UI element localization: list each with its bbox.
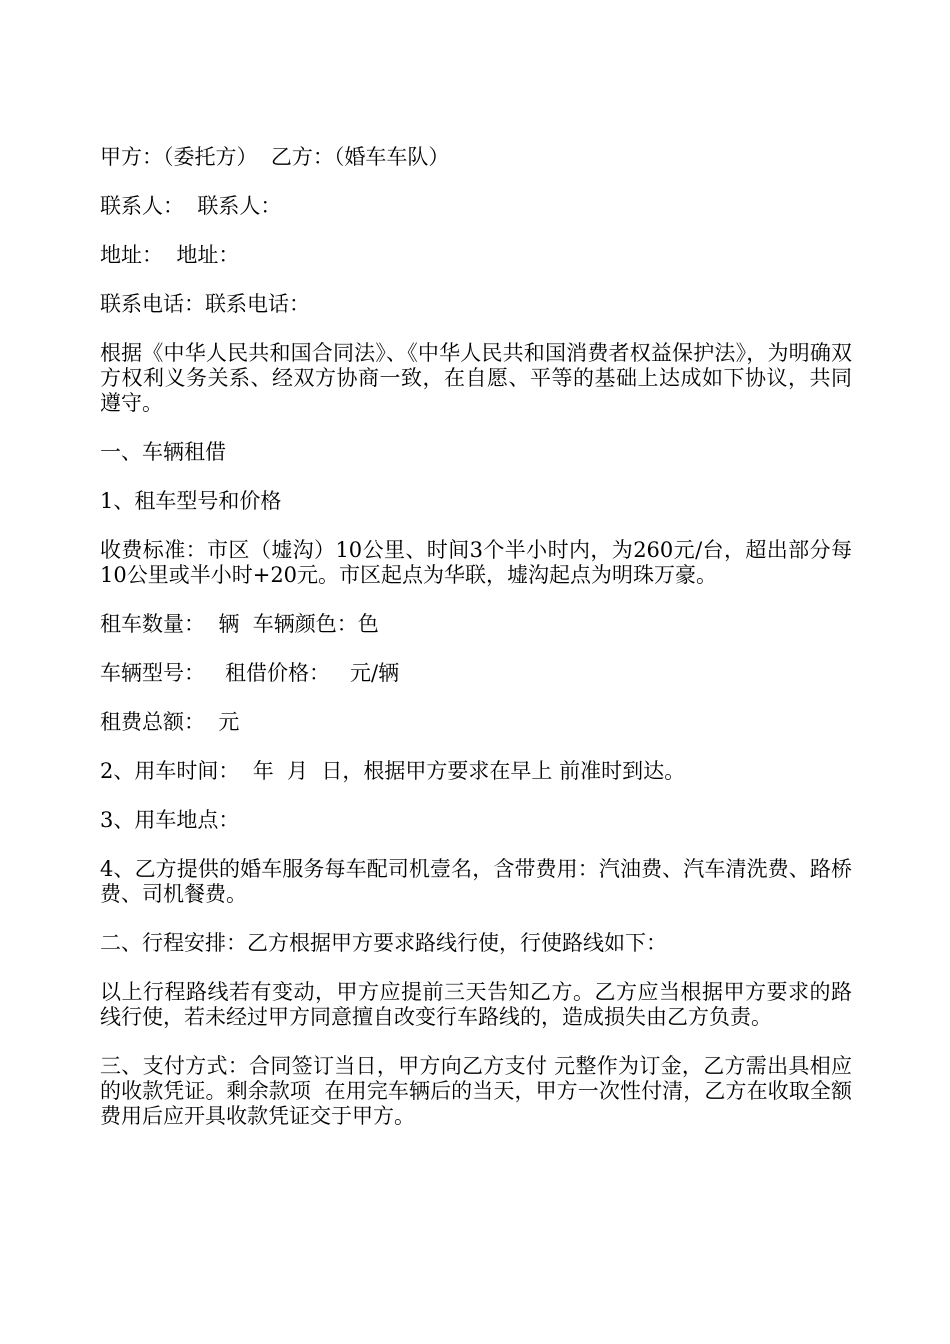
party-header-line: 甲方：（委托方） 乙方：（婚车车队）	[100, 145, 450, 169]
document-body	[100, 145, 852, 1153]
address-line: 地址： 地址：	[100, 243, 240, 267]
section-heading-vehicle-rental: 一、车辆租借	[100, 440, 226, 464]
section-payment-paragraph: 三、支付方式：合同签订当日，甲方向乙方支付 元整作为订金，乙方需出具相应的收款凭证。剩余款项 在用完车辆后的当天，甲方一次性付清，乙方在收取全额费用后应开具收款凭证交于甲方。	[100, 1054, 852, 1128]
fee-standard-paragraph: 收费标准：市区（墟沟）10公里、时间3个半小时内，为260元/台，超出部分每10公里或半小时+20元。市区起点为华联，墟沟起点为明珠万豪。	[100, 538, 852, 587]
preamble-paragraph: 根据《中华人民共和国合同法》、《中华人民共和国消费者权益保护法》，为明确双方权利义务关系、经双方协商一致，在自愿、平等的基础上达成如下协议，共同遵守。	[100, 341, 852, 415]
contact-person-line: 联系人： 联系人：	[100, 194, 282, 218]
clause-model-and-price: 1、租车型号和价格	[100, 489, 282, 513]
phone-line: 联系电话：联系电话：	[100, 292, 310, 316]
rental-total-line: 租费总额： 元	[100, 710, 240, 734]
itinerary-change-paragraph: 以上行程路线若有变动，甲方应提前三天告知乙方。乙方应当根据甲方要求的路线行使，若未经过甲方同意擅自改变行车路线的，造成损失由乙方负责。	[100, 980, 852, 1029]
clause-usage-location: 3、用车地点：	[100, 808, 240, 832]
clause-driver-service: 4、乙方提供的婚车服务每车配司机壹名，含带费用：汽油费、汽车清洗费、路桥费、司机餐费。	[100, 857, 852, 906]
vehicle-model-line: 车辆型号： 租借价格： 元/辆	[100, 661, 400, 685]
clause-usage-time: 2、用车时间： 年 月 日，根据甲方要求在早上 前准时到达。	[100, 759, 686, 783]
section-heading-itinerary: 二、行程安排：乙方根据甲方要求路线行使，行使路线如下：	[100, 931, 667, 955]
rental-quantity-line: 租车数量： 辆 车辆颜色：色	[100, 612, 379, 636]
